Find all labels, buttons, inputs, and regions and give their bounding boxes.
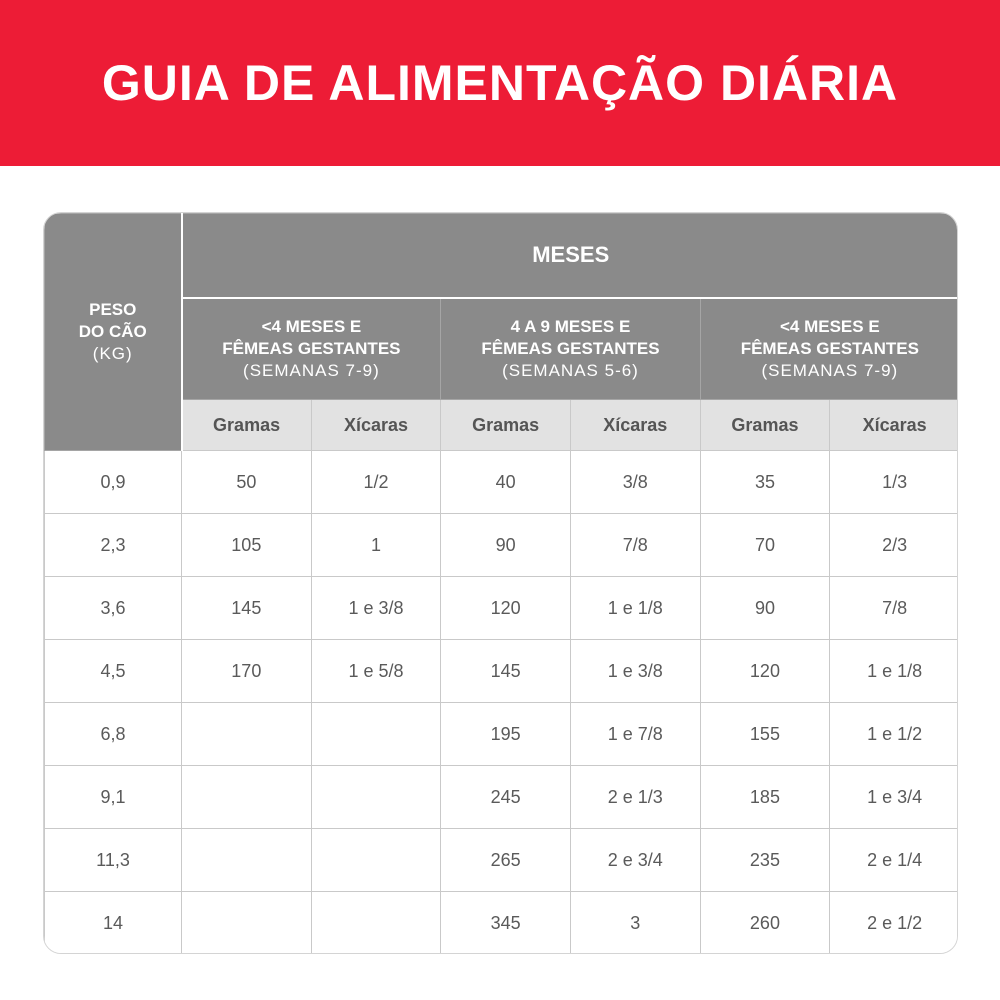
weight-header-line1: PESO	[89, 300, 137, 319]
age-group-label: <4 MESES E	[261, 316, 362, 336]
cups-cell: 3	[570, 892, 700, 955]
cups-cell: 1 e 3/8	[570, 640, 700, 703]
cups-column-header: Xícaras	[830, 400, 958, 451]
page-title: GUIA DE ALIMENTAÇÃO DIÁRIA	[101, 55, 899, 111]
weight-cell: 3,6	[45, 577, 182, 640]
table-row	[45, 577, 959, 640]
grams-cell	[182, 829, 312, 892]
age-group-label: 4 A 9 MESES E	[510, 316, 631, 336]
cups-column-header: Xícaras	[311, 400, 441, 451]
cups-cell: 1 e 1/2	[830, 703, 958, 766]
age-group-weeks: (SEMANAS 7-9)	[761, 360, 899, 380]
grams-cell: 40	[441, 451, 571, 514]
grams-cell: 120	[700, 640, 830, 703]
cups-cell: 1 e 5/8	[311, 640, 441, 703]
table-row	[45, 829, 959, 892]
age-group-weeks: (SEMANAS 7-9)	[243, 360, 380, 380]
cups-cell: 1	[311, 514, 441, 577]
age-group-label: FÊMEAS GESTANTES	[481, 338, 660, 358]
weight-cell: 14	[45, 892, 182, 955]
cups-cell: 1 e 3/4	[830, 766, 958, 829]
weight-cell: 6,8	[45, 703, 182, 766]
table-row	[45, 892, 959, 955]
grams-cell: 185	[700, 766, 830, 829]
grams-cell: 35	[700, 451, 830, 514]
feeding-table-container	[43, 212, 958, 954]
age-group-label: <4 MESES E	[779, 316, 880, 336]
grams-cell: 90	[700, 577, 830, 640]
age-group-label: FÊMEAS GESTANTES	[740, 338, 919, 358]
grams-column-header: Gramas	[700, 400, 830, 451]
grams-cell: 120	[441, 577, 571, 640]
table-row	[45, 451, 959, 514]
weight-cell: 0,9	[45, 451, 182, 514]
cups-cell: 7/8	[830, 577, 958, 640]
cups-cell: 2 e 1/3	[570, 766, 700, 829]
weight-header-unit: (KG)	[92, 344, 133, 363]
grams-cell: 105	[182, 514, 312, 577]
grams-cell	[182, 703, 312, 766]
grams-cell: 50	[182, 451, 312, 514]
table-row	[45, 640, 959, 703]
cups-cell: 2/3	[830, 514, 958, 577]
table-row	[45, 766, 959, 829]
age-group-weeks: (SEMANAS 5-6)	[502, 360, 639, 380]
cups-column-header: Xícaras	[570, 400, 700, 451]
age-group-header	[700, 298, 958, 400]
table-row	[45, 703, 959, 766]
age-group-header	[182, 298, 441, 400]
grams-cell	[182, 766, 312, 829]
cups-cell: 2 e 1/2	[830, 892, 958, 955]
cups-cell: 1 e 1/8	[570, 577, 700, 640]
grams-cell: 245	[441, 766, 571, 829]
cups-cell: 3/8	[570, 451, 700, 514]
cups-cell: 1/2	[311, 451, 441, 514]
table-row	[45, 514, 959, 577]
grams-cell: 235	[700, 829, 830, 892]
grams-cell: 145	[441, 640, 571, 703]
cups-cell	[311, 892, 441, 955]
cups-cell: 1/3	[830, 451, 958, 514]
weight-cell: 11,3	[45, 829, 182, 892]
grams-cell: 265	[441, 829, 571, 892]
grams-column-header: Gramas	[182, 400, 312, 451]
weight-cell: 4,5	[45, 640, 182, 703]
cups-cell	[311, 703, 441, 766]
cups-cell	[311, 829, 441, 892]
weight-column-header	[45, 214, 182, 451]
grams-cell: 345	[441, 892, 571, 955]
feeding-table	[44, 213, 958, 954]
grams-cell: 145	[182, 577, 312, 640]
grams-cell: 70	[700, 514, 830, 577]
grams-column-header: Gramas	[441, 400, 571, 451]
cups-cell: 2 e 3/4	[570, 829, 700, 892]
grams-cell: 195	[441, 703, 571, 766]
cups-cell: 1 e 1/8	[830, 640, 958, 703]
cups-cell: 1 e 7/8	[570, 703, 700, 766]
title-banner	[0, 0, 1000, 166]
grams-cell: 260	[700, 892, 830, 955]
cups-cell: 1 e 3/8	[311, 577, 441, 640]
grams-cell: 170	[182, 640, 312, 703]
cups-cell	[311, 766, 441, 829]
weight-header-line2: DO CÃO	[78, 322, 147, 341]
grams-cell: 90	[441, 514, 571, 577]
cups-cell: 2 e 1/4	[830, 829, 958, 892]
age-group-header	[441, 298, 700, 400]
months-header	[182, 214, 959, 298]
months-header-label: MESES	[532, 242, 610, 268]
grams-cell: 155	[700, 703, 830, 766]
grams-cell	[182, 892, 312, 955]
weight-cell: 2,3	[45, 514, 182, 577]
cups-cell: 7/8	[570, 514, 700, 577]
age-group-label: FÊMEAS GESTANTES	[222, 338, 401, 358]
weight-cell: 9,1	[45, 766, 182, 829]
